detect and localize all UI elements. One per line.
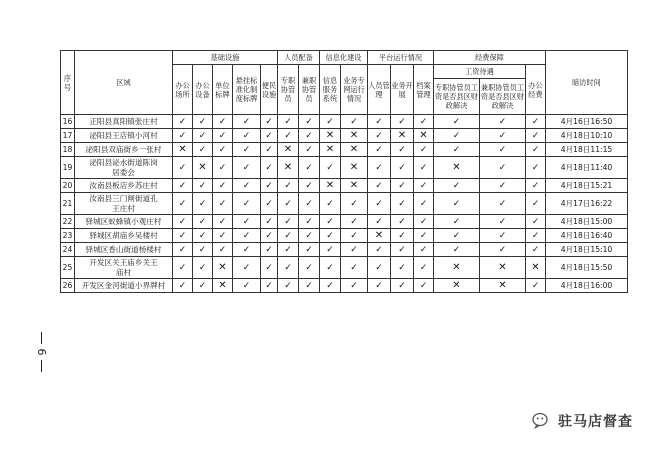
check-mark: ✓ xyxy=(341,257,368,279)
check-mark: ✓ xyxy=(278,279,299,293)
check-mark: ✓ xyxy=(414,157,434,179)
check-mark: ✓ xyxy=(173,229,193,243)
check-mark: ✓ xyxy=(368,193,391,215)
check-mark: ✓ xyxy=(391,243,414,257)
check-mark: ✓ xyxy=(480,215,526,229)
row-visit-time: 4月18日15:00 xyxy=(546,215,628,229)
check-mark: ✓ xyxy=(480,157,526,179)
check-mark: ✓ xyxy=(233,129,261,143)
cross-mark: ✕ xyxy=(434,257,480,279)
table-row xyxy=(61,179,628,193)
header-parttime-salary: 兼职协管员工资是否县区财政解决 xyxy=(480,79,526,115)
row-visit-time: 4月18日16:00 xyxy=(546,279,628,293)
header-private-network: 业务专网运行情况 xyxy=(341,65,368,115)
table-row xyxy=(61,257,628,279)
header-info-system: 信息服务系统 xyxy=(320,65,341,115)
check-mark: ✓ xyxy=(434,193,480,215)
check-mark: ✓ xyxy=(414,279,434,293)
check-mark: ✓ xyxy=(414,179,434,193)
check-mark: ✓ xyxy=(233,143,261,157)
check-mark: ✓ xyxy=(261,243,278,257)
check-mark: ✓ xyxy=(173,179,193,193)
row-visit-time: 4月18日15:50 xyxy=(546,257,628,279)
check-mark: ✓ xyxy=(193,279,213,293)
row-seq: 25 xyxy=(61,257,75,279)
check-mark: ✓ xyxy=(526,229,546,243)
header-group-info: 信息化建设 xyxy=(320,51,368,65)
watermark-text: 驻马店督查 xyxy=(558,414,633,430)
check-mark: ✓ xyxy=(299,257,320,279)
check-mark: ✓ xyxy=(173,279,193,293)
row-seq: 16 xyxy=(61,115,75,129)
check-mark: ✓ xyxy=(341,215,368,229)
check-mark: ✓ xyxy=(480,243,526,257)
cross-mark: ✕ xyxy=(434,157,480,179)
cross-mark: ✕ xyxy=(480,257,526,279)
check-mark: ✓ xyxy=(213,129,233,143)
cross-mark: ✕ xyxy=(391,129,414,143)
check-mark: ✓ xyxy=(320,279,341,293)
check-mark: ✓ xyxy=(278,257,299,279)
check-mark: ✓ xyxy=(341,115,368,129)
cross-mark: ✕ xyxy=(193,157,213,179)
check-mark: ✓ xyxy=(193,229,213,243)
check-mark: ✓ xyxy=(173,193,193,215)
check-mark: ✓ xyxy=(526,193,546,215)
check-mark: ✓ xyxy=(414,193,434,215)
check-mark: ✓ xyxy=(233,215,261,229)
check-mark: ✓ xyxy=(299,243,320,257)
check-mark: ✓ xyxy=(526,215,546,229)
check-mark: ✓ xyxy=(320,193,341,215)
check-mark: ✓ xyxy=(434,243,480,257)
check-mark: ✓ xyxy=(213,229,233,243)
row-area: 泌阳县泌水街道陈岗居委会 xyxy=(75,157,173,179)
table-row xyxy=(61,215,628,229)
cross-mark: ✕ xyxy=(278,143,299,157)
check-mark: ✓ xyxy=(261,143,278,157)
check-mark: ✓ xyxy=(414,257,434,279)
row-seq: 21 xyxy=(61,193,75,215)
check-mark: ✓ xyxy=(173,157,193,179)
check-mark: ✓ xyxy=(193,215,213,229)
check-mark: ✓ xyxy=(299,193,320,215)
check-mark: ✓ xyxy=(480,143,526,157)
check-mark: ✓ xyxy=(341,193,368,215)
check-mark: ✓ xyxy=(391,193,414,215)
page-number: 6 xyxy=(33,330,49,374)
check-mark: ✓ xyxy=(261,179,278,193)
cross-mark: ✕ xyxy=(173,143,193,157)
row-seq: 23 xyxy=(61,229,75,243)
check-mark: ✓ xyxy=(434,115,480,129)
check-mark: ✓ xyxy=(261,257,278,279)
row-area: 泌阳县双庙街乡一张村 xyxy=(75,143,173,157)
row-area: 泌阳县王店镇小河村 xyxy=(75,129,173,143)
row-area: 驿城区香山街道杨楼村 xyxy=(75,243,173,257)
check-mark: ✓ xyxy=(480,129,526,143)
check-mark: ✓ xyxy=(434,215,480,229)
row-seq: 26 xyxy=(61,279,75,293)
row-visit-time: 4月18日11:15 xyxy=(546,143,628,157)
header-seq: 序号 xyxy=(61,51,75,115)
cross-mark: ✕ xyxy=(320,143,341,157)
check-mark: ✓ xyxy=(299,229,320,243)
check-mark: ✓ xyxy=(368,115,391,129)
check-mark: ✓ xyxy=(173,129,193,143)
row-visit-time: 4月18日10:10 xyxy=(546,129,628,143)
header-office-equipment: 办公设备 xyxy=(193,65,213,115)
row-visit-time: 4月18日15:21 xyxy=(546,179,628,193)
row-seq: 20 xyxy=(61,179,75,193)
check-mark: ✓ xyxy=(261,215,278,229)
row-area: 正阳县真阳镇张庄村 xyxy=(75,115,173,129)
page-number-dash-bottom xyxy=(41,360,42,372)
check-mark: ✓ xyxy=(391,257,414,279)
check-mark: ✓ xyxy=(173,257,193,279)
check-mark: ✓ xyxy=(213,157,233,179)
check-mark: ✓ xyxy=(368,257,391,279)
check-mark: ✓ xyxy=(173,115,193,129)
check-mark: ✓ xyxy=(193,115,213,129)
cross-mark: ✕ xyxy=(434,279,480,293)
header-rule-boards: 悬挂标准化制度标牌 xyxy=(233,65,261,115)
wechat-official-account-icon xyxy=(532,412,552,430)
header-group-platform: 平台运行情况 xyxy=(368,51,434,65)
check-mark: ✓ xyxy=(299,215,320,229)
check-mark: ✓ xyxy=(526,243,546,257)
check-mark: ✓ xyxy=(213,115,233,129)
check-mark: ✓ xyxy=(213,215,233,229)
watermark xyxy=(532,409,633,433)
check-mark: ✓ xyxy=(278,179,299,193)
check-mark: ✓ xyxy=(173,243,193,257)
check-mark: ✓ xyxy=(193,143,213,157)
row-seq: 17 xyxy=(61,129,75,143)
cross-mark: ✕ xyxy=(213,257,233,279)
check-mark: ✓ xyxy=(173,215,193,229)
check-mark: ✓ xyxy=(341,243,368,257)
check-mark: ✓ xyxy=(341,229,368,243)
check-mark: ✓ xyxy=(414,115,434,129)
check-mark: ✓ xyxy=(233,193,261,215)
check-mark: ✓ xyxy=(368,143,391,157)
check-mark: ✓ xyxy=(261,115,278,129)
check-mark: ✓ xyxy=(391,179,414,193)
cross-mark: ✕ xyxy=(341,143,368,157)
check-mark: ✓ xyxy=(341,279,368,293)
cross-mark: ✕ xyxy=(213,279,233,293)
check-mark: ✓ xyxy=(368,243,391,257)
header-archives: 档案管理 xyxy=(414,65,434,115)
check-mark: ✓ xyxy=(261,193,278,215)
row-area: 驿城区蚁蜂镇小观庄村 xyxy=(75,215,173,229)
check-mark: ✓ xyxy=(193,179,213,193)
check-mark: ✓ xyxy=(480,193,526,215)
cross-mark: ✕ xyxy=(480,279,526,293)
check-mark: ✓ xyxy=(193,193,213,215)
cross-mark: ✕ xyxy=(320,179,341,193)
cross-mark: ✕ xyxy=(278,157,299,179)
check-mark: ✓ xyxy=(261,279,278,293)
header-parttime-staff: 兼职协管员 xyxy=(299,65,320,115)
row-seq: 18 xyxy=(61,143,75,157)
check-mark: ✓ xyxy=(526,115,546,129)
check-mark: ✓ xyxy=(414,143,434,157)
check-mark: ✓ xyxy=(278,215,299,229)
row-area: 开发区关王庙乡关王庙村 xyxy=(75,257,173,279)
check-mark: ✓ xyxy=(233,279,261,293)
check-mark: ✓ xyxy=(299,115,320,129)
check-mark: ✓ xyxy=(233,243,261,257)
header-time: 暗访时间 xyxy=(546,51,628,115)
check-mark: ✓ xyxy=(299,157,320,179)
cross-mark: ✕ xyxy=(341,157,368,179)
table-row xyxy=(61,129,628,143)
check-mark: ✓ xyxy=(414,229,434,243)
check-mark: ✓ xyxy=(193,243,213,257)
check-mark: ✓ xyxy=(526,179,546,193)
table-row xyxy=(61,193,628,215)
check-mark: ✓ xyxy=(193,257,213,279)
check-mark: ✓ xyxy=(480,229,526,243)
check-mark: ✓ xyxy=(299,279,320,293)
check-mark: ✓ xyxy=(278,129,299,143)
check-mark: ✓ xyxy=(320,157,341,179)
header-convenience: 便民设施 xyxy=(261,65,278,115)
check-mark: ✓ xyxy=(391,115,414,129)
table-row xyxy=(61,115,628,129)
header-group-salary: 工资待遇 xyxy=(434,65,526,79)
header-business: 业务开展 xyxy=(391,65,414,115)
cross-mark: ✕ xyxy=(341,129,368,143)
check-mark: ✓ xyxy=(213,193,233,215)
row-visit-time: 4月18日15:10 xyxy=(546,243,628,257)
check-mark: ✓ xyxy=(434,179,480,193)
header-office-funds: 办公经费 xyxy=(526,65,546,115)
check-mark: ✓ xyxy=(391,143,414,157)
check-mark: ✓ xyxy=(213,143,233,157)
check-mark: ✓ xyxy=(233,179,261,193)
check-mark: ✓ xyxy=(278,193,299,215)
cross-mark: ✕ xyxy=(341,179,368,193)
check-mark: ✓ xyxy=(320,243,341,257)
check-mark: ✓ xyxy=(368,279,391,293)
row-area: 汝南县三门闸街道孔王庄村 xyxy=(75,193,173,215)
check-mark: ✓ xyxy=(391,279,414,293)
row-visit-time: 4月16日16:50 xyxy=(546,115,628,129)
check-mark: ✓ xyxy=(526,279,546,293)
check-mark: ✓ xyxy=(320,115,341,129)
header-area: 区域 xyxy=(75,51,173,115)
header-office-space: 办公场所 xyxy=(173,65,193,115)
row-seq: 19 xyxy=(61,157,75,179)
check-mark: ✓ xyxy=(526,129,546,143)
row-area: 开发区金河街道小界牌村 xyxy=(75,279,173,293)
check-mark: ✓ xyxy=(233,229,261,243)
check-mark: ✓ xyxy=(299,129,320,143)
cross-mark: ✕ xyxy=(414,129,434,143)
check-mark: ✓ xyxy=(434,143,480,157)
check-mark: ✓ xyxy=(233,257,261,279)
row-visit-time: 4月18日16:40 xyxy=(546,229,628,243)
header-unit-sign: 单位标牌 xyxy=(213,65,233,115)
check-mark: ✓ xyxy=(278,229,299,243)
check-mark: ✓ xyxy=(299,179,320,193)
check-mark: ✓ xyxy=(391,215,414,229)
row-visit-time: 4月18日11:40 xyxy=(546,157,628,179)
check-mark: ✓ xyxy=(213,179,233,193)
cross-mark: ✕ xyxy=(526,257,546,279)
header-fulltime-salary: 专职协管员工资是否县区财政解决 xyxy=(434,79,480,115)
check-mark: ✓ xyxy=(368,179,391,193)
check-mark: ✓ xyxy=(414,243,434,257)
check-mark: ✓ xyxy=(434,129,480,143)
check-mark: ✓ xyxy=(526,157,546,179)
check-mark: ✓ xyxy=(368,215,391,229)
check-mark: ✓ xyxy=(320,257,341,279)
header-group-staff: 人员配备 xyxy=(278,51,320,65)
check-mark: ✓ xyxy=(480,179,526,193)
check-mark: ✓ xyxy=(320,215,341,229)
header-fulltime-staff: 专职协管员 xyxy=(278,65,299,115)
check-mark: ✓ xyxy=(278,115,299,129)
cross-mark: ✕ xyxy=(368,229,391,243)
check-mark: ✓ xyxy=(299,143,320,157)
check-mark: ✓ xyxy=(434,229,480,243)
table-row xyxy=(61,243,628,257)
check-mark: ✓ xyxy=(261,229,278,243)
check-mark: ✓ xyxy=(213,243,233,257)
check-mark: ✓ xyxy=(193,129,213,143)
check-mark: ✓ xyxy=(261,157,278,179)
table-row xyxy=(61,229,628,243)
page-number-dash-top xyxy=(41,332,42,344)
check-mark: ✓ xyxy=(233,115,261,129)
check-mark: ✓ xyxy=(278,243,299,257)
header-group-infra: 基础设施 xyxy=(173,51,278,65)
check-mark: ✓ xyxy=(368,157,391,179)
cross-mark: ✕ xyxy=(320,129,341,143)
row-area: 汝南县板店乡苏庄村 xyxy=(75,179,173,193)
table-row xyxy=(61,279,628,293)
check-mark: ✓ xyxy=(526,143,546,157)
table-row xyxy=(61,157,628,179)
row-seq: 22 xyxy=(61,215,75,229)
check-mark: ✓ xyxy=(368,129,391,143)
row-seq: 24 xyxy=(61,243,75,257)
check-mark: ✓ xyxy=(233,157,261,179)
check-mark: ✓ xyxy=(391,157,414,179)
inspection-table xyxy=(60,50,628,293)
row-area: 驿城区胡庙乡吴楼村 xyxy=(75,229,173,243)
check-mark: ✓ xyxy=(320,229,341,243)
header-personnel-mgmt: 人员管理 xyxy=(368,65,391,115)
header-group-funding: 经费保障 xyxy=(434,51,546,65)
check-mark: ✓ xyxy=(391,229,414,243)
table-row xyxy=(61,143,628,157)
check-mark: ✓ xyxy=(480,115,526,129)
row-visit-time: 4月17日16:22 xyxy=(546,193,628,215)
check-mark: ✓ xyxy=(261,129,278,143)
check-mark: ✓ xyxy=(414,215,434,229)
